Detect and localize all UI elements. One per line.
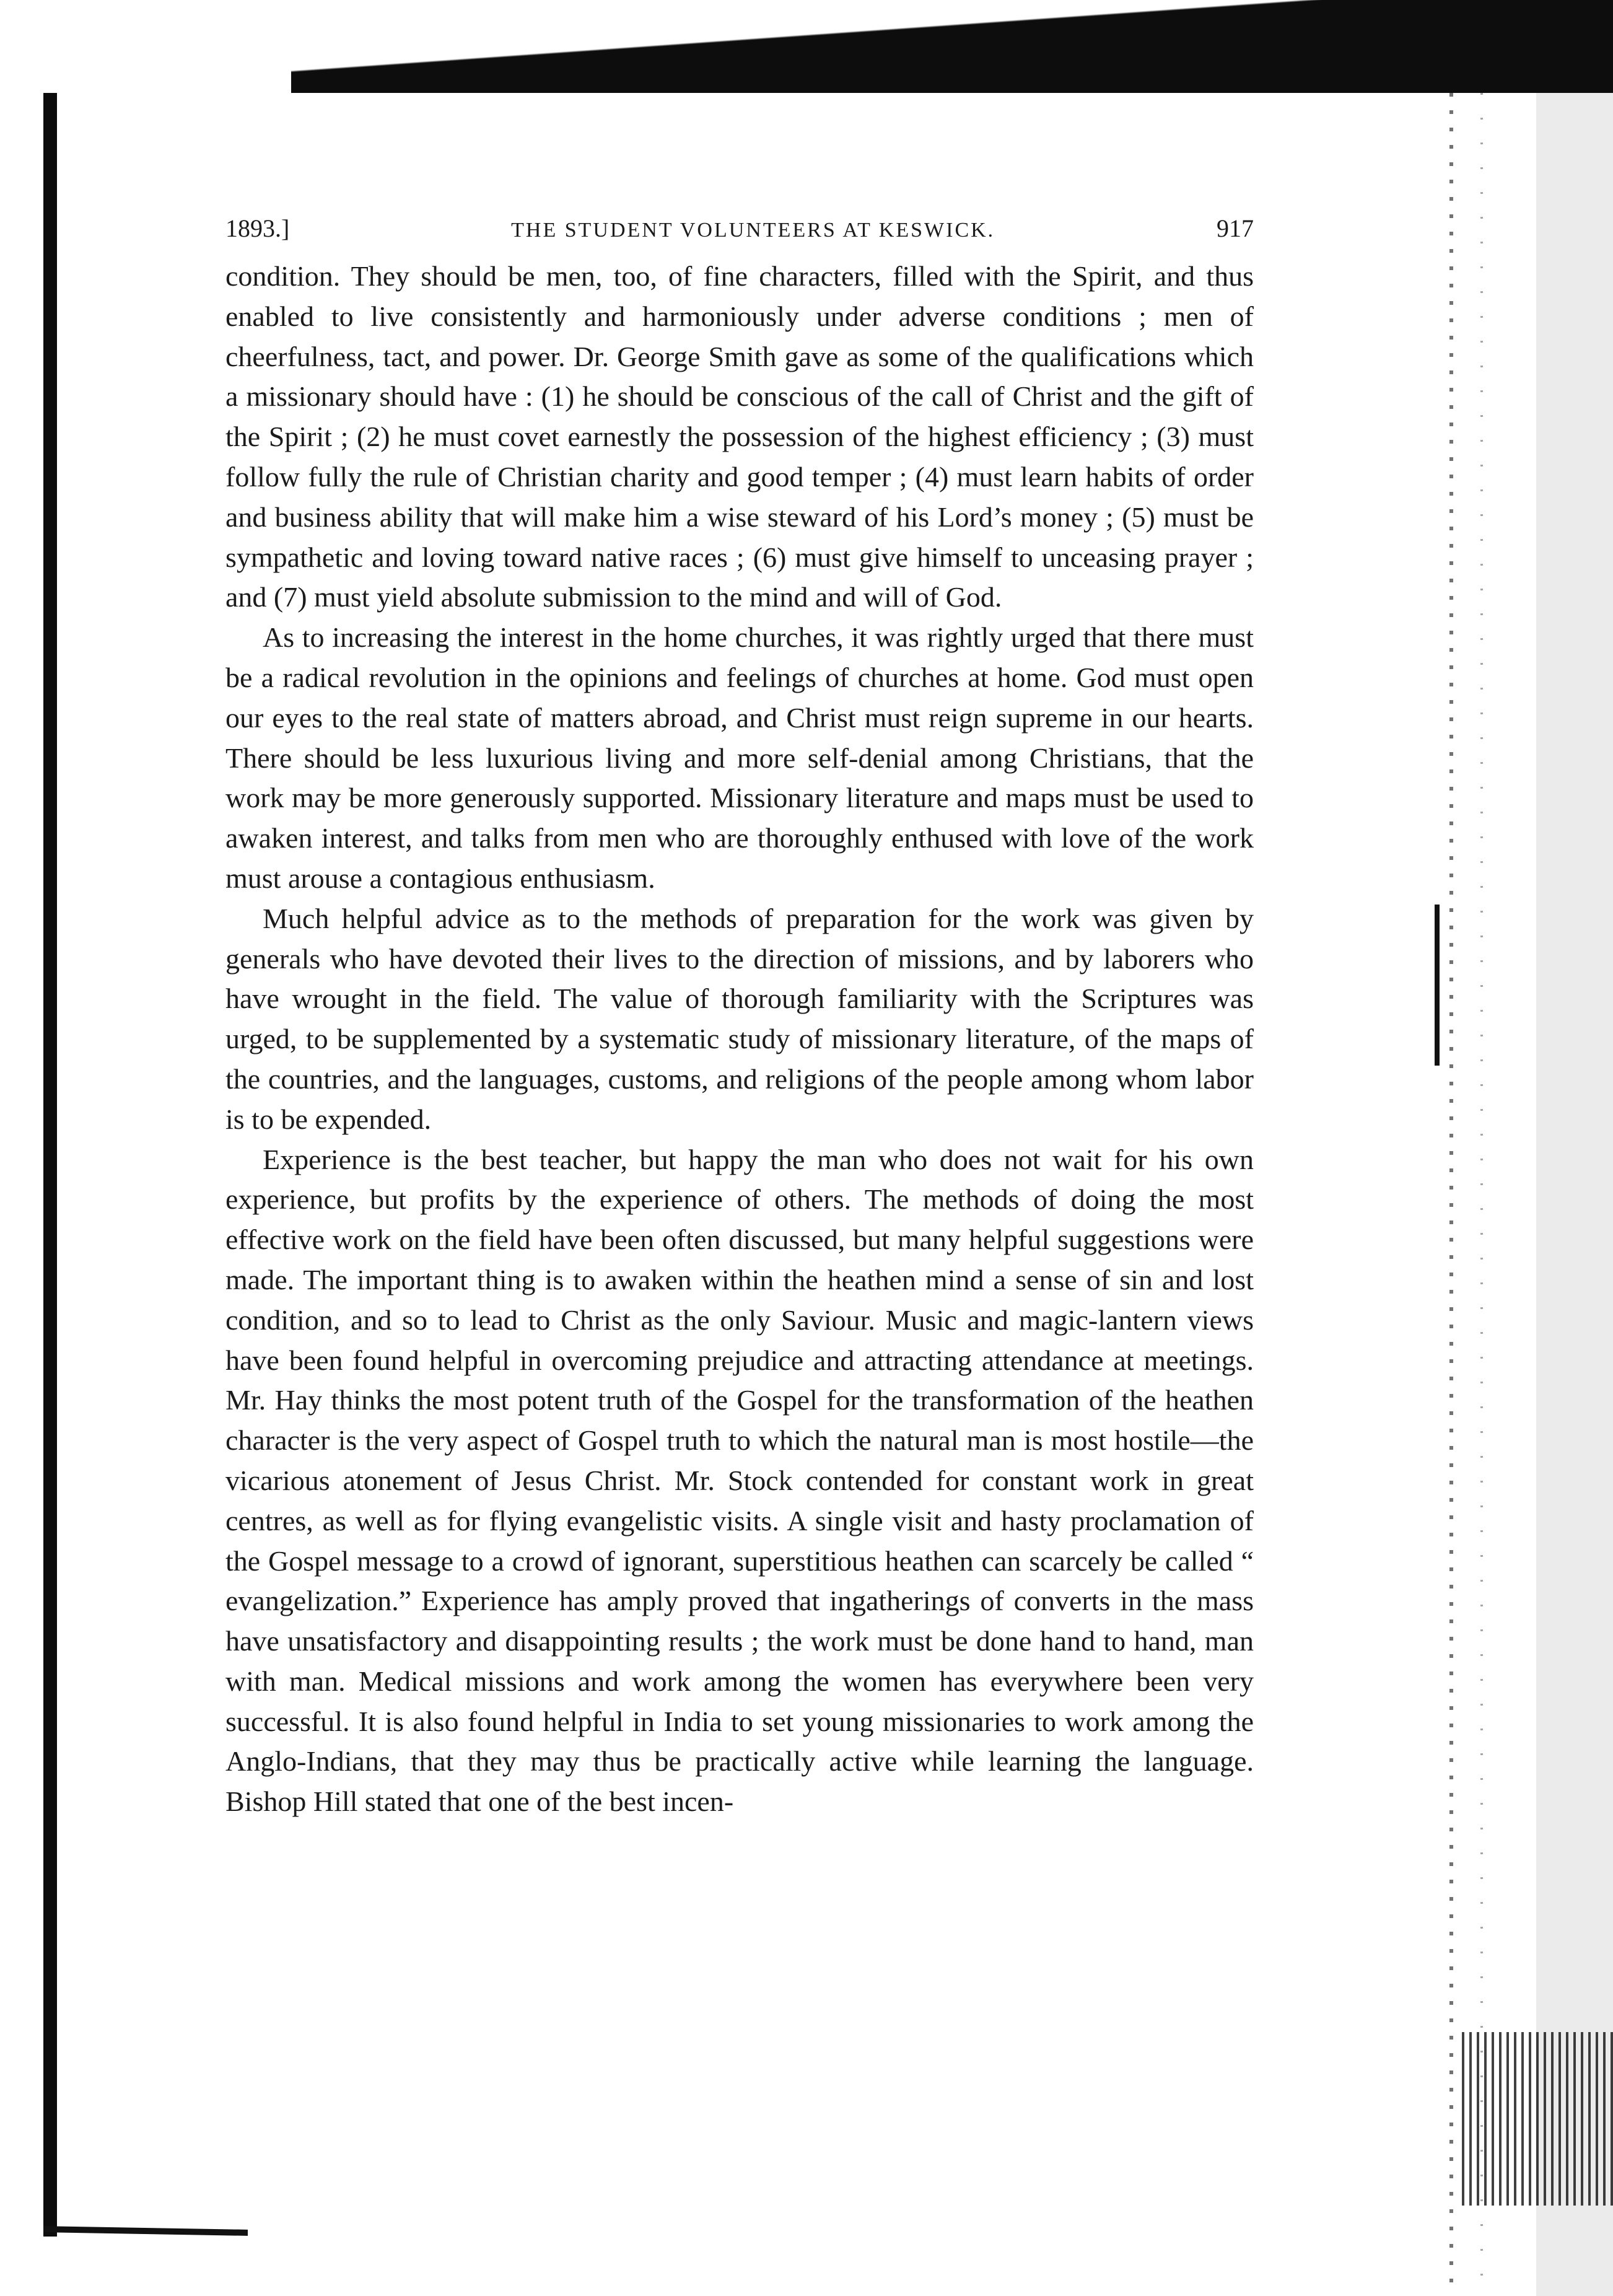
scan-binding-foot	[43, 2226, 248, 2236]
paragraph-preparation: Much helpful advice as to the methods of preparation for the work was given by generals who have devoted their lives to the direction of missions, and by laborers who have wrought in the field. The value of thorough familiarity with the Scriptures was urged, to be supplemented by a systematic study of missionary literature, of the maps of the countries, and the languages, customs, and religions of the people among whom labor is to be expended.	[225, 902, 1254, 1135]
running-head	[225, 214, 1254, 243]
scan-edge-mark	[1435, 905, 1440, 1066]
book-page	[225, 214, 1254, 1822]
page-number: 917	[1216, 214, 1254, 242]
paragraph-home-churches: As to increasing the interest in the home churches, it was rightly urged that there must be a radical revolution in the opinions and feelings of churches at home. God must open our eyes to the real state of matters abroad, and Christ must reign supreme in our hearts. There should be less luxurious living and more self-denial among Christians, that the work may be more generously supported. Missionary literature and maps must be used to awaken interest, and talks from men who are thoroughly enthused with love of the work must arouse a contagious enthusiasm.	[225, 621, 1254, 894]
paragraph-continuation: condition. They should be men, too, of fine characters, filled with the Spirit, and thus enabled to live consistently and harmoniously under adverse conditions ; men of cheerfulness, tact, and power. Dr. George Smith gave as some of the qualifications which a missionary should have : (1) he should be conscious of the call of Christ and the gift of the Spirit ; (2) he must covet earnestly the possession of the highest efficiency ; (3) must follow fully the rule of Christian charity and good temper ; (4) must learn habits of order and business ability that will make him a wise steward of his Lord’s money ; (5) must be sympathetic and loving toward native races ; (6) must give himself to unceasing prayer ; and (7) must yield absolute submission to the mind and will of God.	[225, 260, 1254, 613]
scan-edge-noise	[1462, 2032, 1613, 2206]
year-label: 1893.]	[225, 214, 290, 242]
scan-top-shadow	[291, 0, 1613, 93]
scan-page-edge	[1443, 93, 1613, 2296]
paragraph-experience: Experience is the best teacher, but happy the man who does not wait for his own experience, but profits by the experience of others. The methods of doing the most effective work on the field have been often discussed, but many helpful suggestions were made. The important thing is to awaken within the heathen mind a sense of sin and lost condition, and so to lead to Christ as the only Saviour. Music and magic-lantern views have been found helpful in overcoming prejudice and attracting attendance at meetings. Mr. Hay thinks the most potent truth of the Gospel for the transformation of the heathen character is the very aspect of Gospel truth to which the natural man is most hostile—the vicarious atonement of Jesus Christ. Mr. Stock contended for constant work in great centres, as well as for flying evangelistic visits. A single visit and hasty proclamation of the Gospel message to a crowd of ignorant, superstitious heathen can scarcely be called “ evangelization.” Experience has amply proved that ingatherings of converts in the mass have unsatisfactory and disappointing results ; the work must be done hand to hand, man with man. Medical missions and work among the women has everywhere been very successful. It is also found helpful in India to set young missionaries to work among the Anglo-Indians, that they may thus be practically active while learning the language. Bishop Hill stated that one of the best incen-	[225, 1143, 1254, 1818]
running-title: THE STUDENT VOLUNTEERS AT KESWICK.	[511, 219, 995, 242]
scan-binding-shadow	[43, 93, 57, 2237]
